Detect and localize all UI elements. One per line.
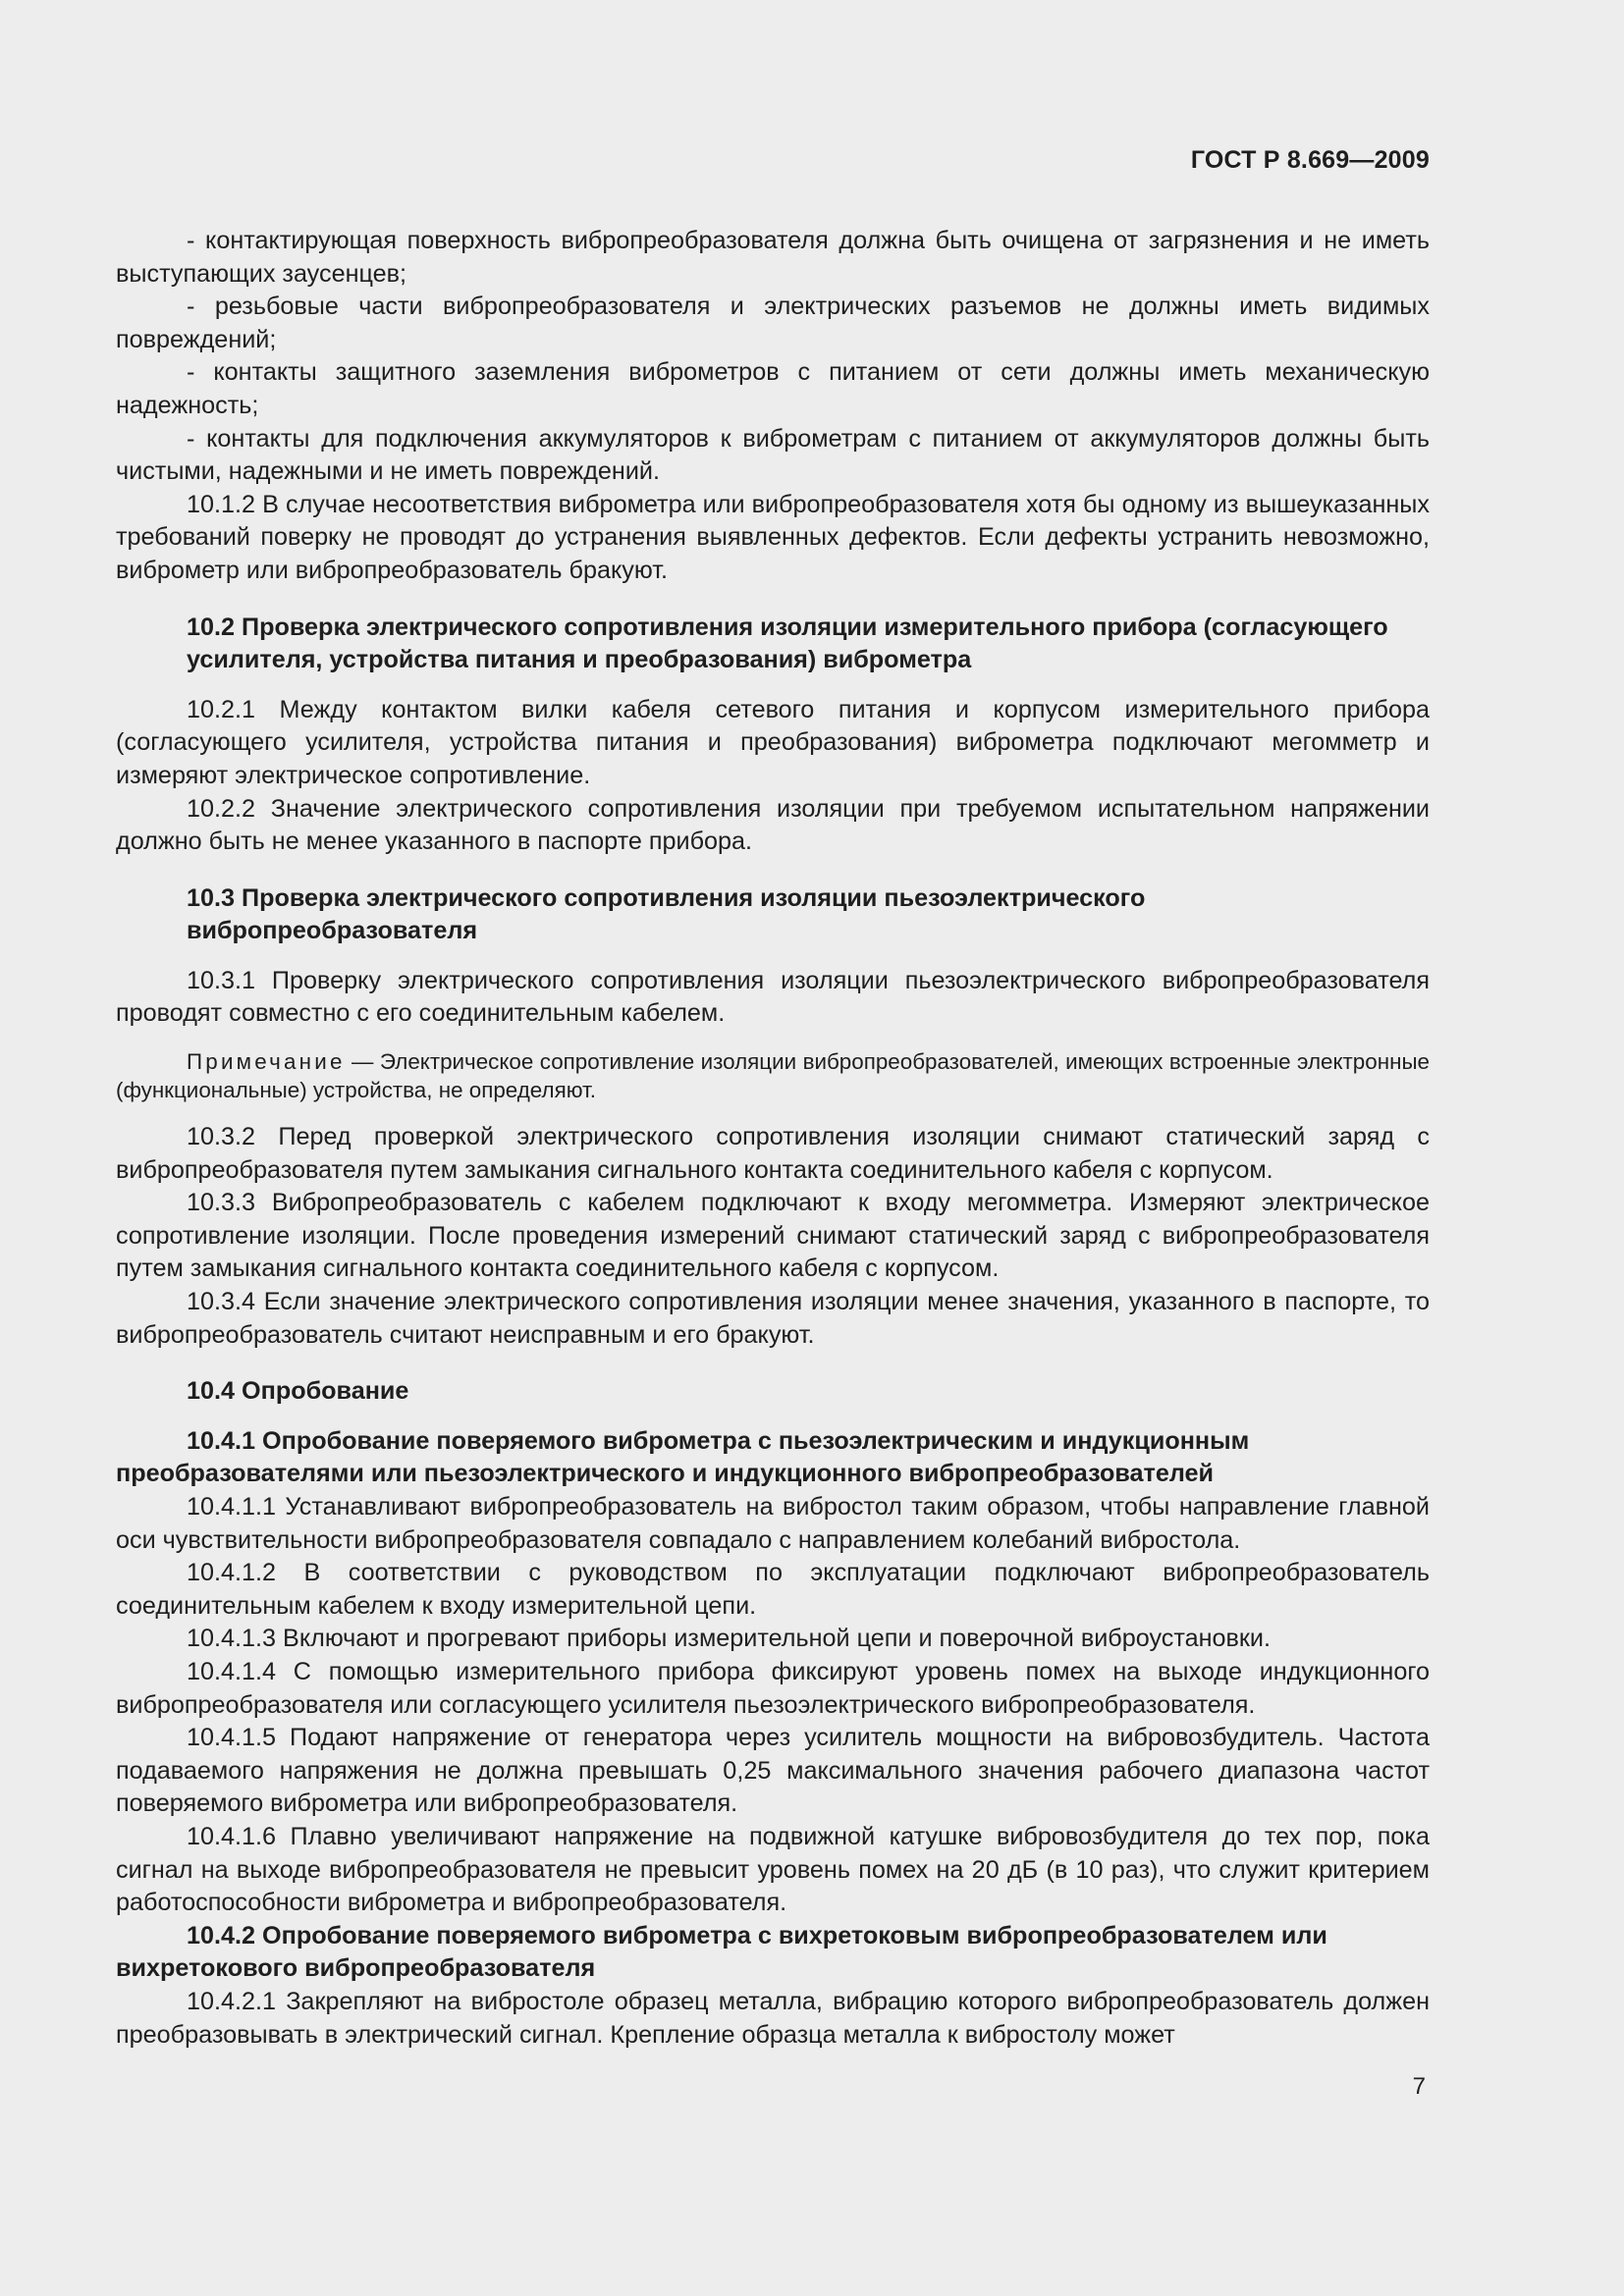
paragraph: - контактирующая поверхность вибропреобразователя должна быть очищена от загрязнения и не иметь выступающих заусенцев; (116, 227, 1430, 288)
paragraph: 10.3.2 Перед проверкой электрического сопротивления изоляции снимают статический заряд с вибропреобразователя путем замыкания сигнального контакта соединительного кабеля с корпусом. (116, 1123, 1430, 1184)
paragraph: 10.4.1.1 Устанавливают вибропреобразователь на вибростол таким образом, чтобы направление главной оси чувствительности вибропреобразователя совпадало с направлением колебаний вибростола. (116, 1493, 1430, 1554)
document-body (116, 225, 1430, 2052)
paragraph: 10.3.3 Вибропреобразователь с кабелем подключают к входу мегомметра. Измеряют электрическое сопротивление изоляции. После проведения измерений снимают статический заряд с вибропреобразователя путем замыкания сигнального контакта соединительного кабеля с корпусом. (116, 1189, 1430, 1283)
paragraph: 10.4.1.6 Плавно увеличивают напряжение на подвижной катушке вибровозбудителя до тех пор, пока сигнал на выходе вибропреобразователя не превысит уровень помех на 20 дБ (в 10 раз), что служит критерием работоспособности виброметра и вибропреобразователя. (116, 1822, 1430, 1917)
paragraph: 10.4.1.4 С помощью измерительного прибора фиксируют уровень помех на выходе индукционного вибропреобразователя или согласующего усилителя пьезоэлектрического вибропреобразователя. (116, 1657, 1430, 1719)
paragraph: 10.4.2.1 Закрепляют на вибростоле образец металла, вибрацию которого вибропреобразователь должен преобразовывать в электрический сигнал. Крепление образца металла к вибростолу может (116, 1987, 1430, 2049)
paragraph: 10.1.2 В случае несоответствия виброметра или вибропреобразователя хотя бы одному из вышеуказанных требований поверку не проводят до устранения выявленных дефектов. Если дефекты устранить невозможно, виброметр или вибропреобразователь бракуют. (116, 490, 1430, 584)
paragraph: 10.4.1.2 В соответствии с руководством по эксплуатации подключают вибропреобразователь соединительным кабелем к входу измерительной цепи. (116, 1559, 1430, 1620)
paragraph: 10.4.1.5 Подают напряжение от генератора через усилитель мощности на вибровозбудитель. Частота подаваемого напряжения не должна превышать 0,25 максимального значения рабочего диапазона частот поверяемого виброметра или вибропреобразователя. (116, 1724, 1430, 1818)
section-heading-10-4: 10.4 Опробование (187, 1377, 409, 1406)
paragraph: - контакты защитного заземления виброметров с питанием от сети должны иметь механическую надежность; (116, 358, 1430, 419)
section-heading-10-2: 10.2 Проверка электрического сопротивления изоляции измерительного прибора (согласующего усилителя, устройства питания и преобразования) виброметра (187, 613, 1388, 674)
note-label: Примечание (187, 1049, 346, 1075)
paragraph: 10.4.1.3 Включают и прогревают приборы измерительной цепи и поверочной виброустановки. (187, 1625, 1271, 1653)
note (116, 1047, 1430, 1104)
section-heading-10-3: 10.3 Проверка электрического сопротивления изоляции пьезоэлектрического вибропреобразователя (187, 883, 1146, 945)
paragraph: 10.3.1 Проверку электрического сопротивления изоляции пьезоэлектрического вибропреобразователя проводят совместно с его соединительным кабелем. (116, 966, 1430, 1028)
page-number: 7 (1412, 2073, 1426, 2100)
paragraph: 10.2.2 Значение электрического сопротивления изоляции при требуемом испытательном напряжении должно быть не менее указанного в паспорте прибора. (116, 794, 1430, 856)
paragraph: 10.3.4 Если значение электрического сопротивления изоляции менее значения, указанного в паспорте, то вибропреобразователь считают неисправным и его бракуют. (116, 1288, 1430, 1349)
paragraph: 10.2.1 Между контактом вилки кабеля сетевого питания и корпусом измерительного прибора (согласующего усилителя, устройства питания и преобразования) виброметра подключают мегомметр и измеряют электрическое сопротивление. (116, 695, 1430, 789)
section-heading-10-4-2: 10.4.2 Опробование поверяемого виброметра с вихретоковым вибропреобразователем или вихретокового вибропреобразователя (116, 1921, 1327, 1983)
paragraph: - резьбовые части вибропреобразователя и электрических разъемов не должны иметь видимых повреждений; (116, 293, 1430, 353)
note-text: — Электрическое сопротивление изоляции вибропреобразователей, имеющих встроенные электронные (функциональные) устройства, не определяют. (116, 1049, 1430, 1103)
paragraph: - контакты для подключения аккумуляторов к виброметрам с питанием от аккумуляторов должны быть чистыми, надежными и не иметь повреждений. (116, 424, 1430, 486)
section-heading-10-4-1: 10.4.1 Опробование поверяемого виброметра с пьезоэлектрическим и индукционным преобразователями или пьезоэлектрического и индукционного вибропреобразователей (116, 1426, 1250, 1488)
document-header-code: ГОСТ Р 8.669—2009 (1190, 146, 1430, 174)
